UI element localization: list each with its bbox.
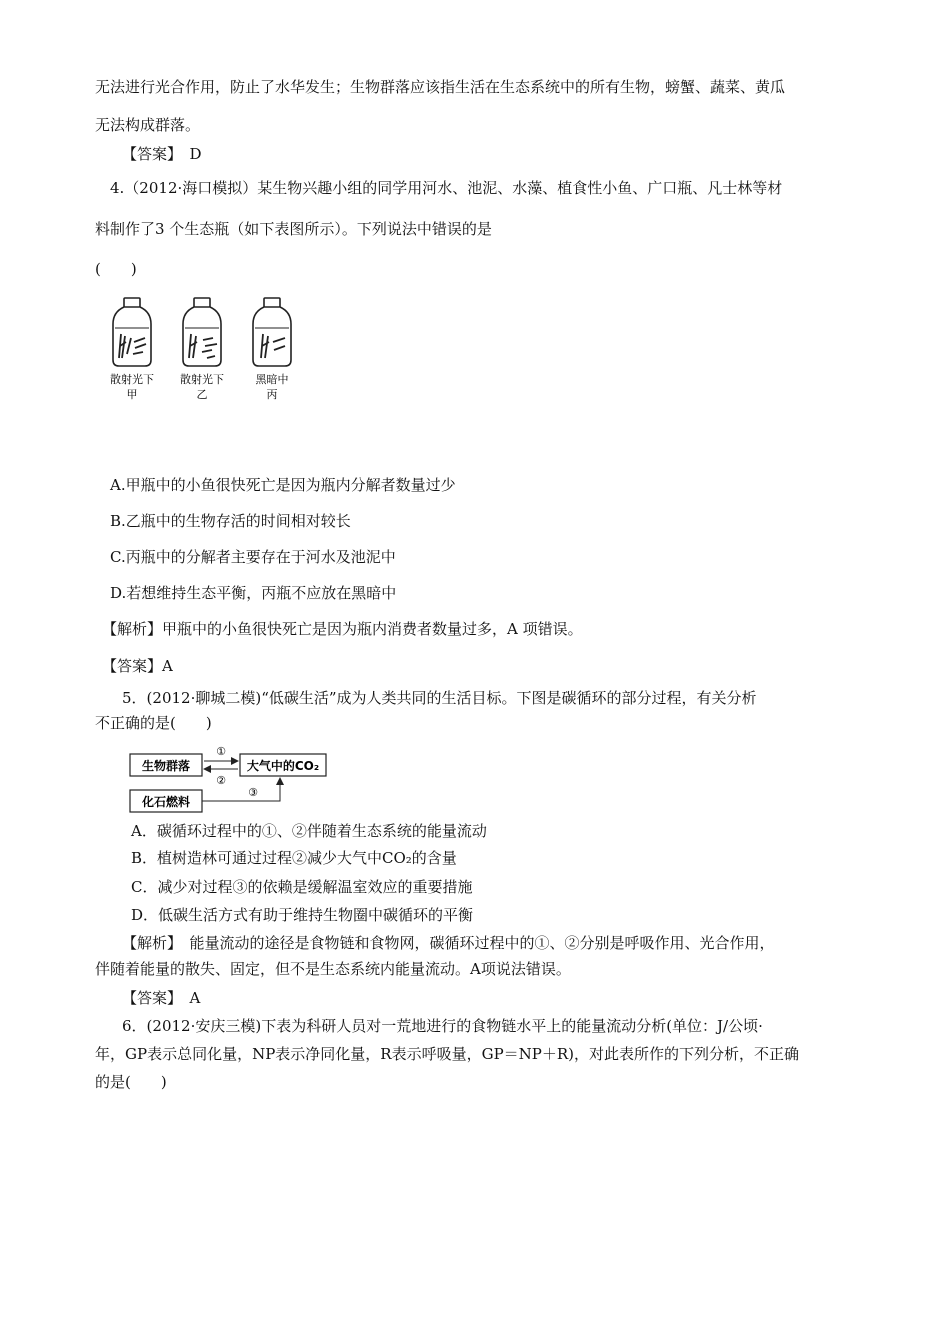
q4-stem-line1: 4.（2012·海口模拟）某生物兴趣小组的同学用河水、池泥、水藻、植食性小鱼、广口瓶、凡士林等材 xyxy=(110,179,783,197)
q3-answer: 【答案】 D xyxy=(122,145,202,163)
box-community-label: 生物群落 xyxy=(141,759,191,773)
q5-option-d: D．低碳生活方式有助于维持生物圈中碳循环的平衡 xyxy=(131,906,474,924)
box-fuel-label: 化石燃料 xyxy=(141,795,191,809)
q4-option-a: A.甲瓶中的小鱼很快死亡是因为瓶内分解者数量过少 xyxy=(110,476,456,494)
q5-answer: 【答案】 A xyxy=(122,989,201,1007)
box-co2-label: 大气中的CO₂ xyxy=(246,759,320,773)
q4-analysis: 【解析】甲瓶中的小鱼很快死亡是因为瓶内消费者数量过多，A 项错误。 xyxy=(102,620,583,638)
carbon-cycle-figure xyxy=(128,742,338,814)
q6-stem-line1: 6．(2012·安庆三模)下表为科研人员对一荒地进行的食物链水平上的能量流动分析(单位：J/公顷· xyxy=(122,1017,763,1035)
q5-option-a: A．碳循环过程中的①、②伴随着生态系统的能量流动 xyxy=(131,822,487,840)
jar-bing xyxy=(253,298,291,366)
q3-line1: 无法进行光合作用，防止了水华发生；生物群落应该指生活在生态系统中的所有生物，螃蟹、蔬菜、黄瓜 xyxy=(95,78,786,96)
arrow-2-label: ② xyxy=(216,774,226,787)
q5-stem-line2: 不正确的是( ) xyxy=(95,714,212,732)
jar-yi-name: 乙 xyxy=(196,388,208,401)
jar-jia-cond: 散射光下 xyxy=(110,373,154,386)
eco-bottles-figure xyxy=(105,292,305,404)
q4-option-b: B.乙瓶中的生物存活的时间相对较长 xyxy=(110,512,351,530)
arrow-3 xyxy=(202,778,280,801)
jar-jia xyxy=(113,298,151,366)
jar-bing-name: 丙 xyxy=(266,388,278,401)
q5-option-b: B．植树造林可通过过程②减少大气中CO₂的含量 xyxy=(131,849,457,867)
jar-yi-cond: 散射光下 xyxy=(180,373,224,386)
q5-analysis-line2: 伴随着能量的散失、固定，但不是生态系统内能量流动。A项说法错误。 xyxy=(95,960,571,978)
q4-option-d: D.若想维持生态平衡，丙瓶不应放在黑暗中 xyxy=(110,584,397,602)
arrow-3-label: ③ xyxy=(248,786,258,799)
arrow-1-label: ① xyxy=(216,745,226,758)
q6-stem-line3: 的是( ) xyxy=(95,1073,167,1091)
q6-stem-line2: 年，GP表示总同化量，NP表示净同化量，R表示呼吸量，GP＝NP＋R)，对此表所作的下列分析，不正确 xyxy=(95,1045,800,1063)
q4-paren: ( ) xyxy=(95,260,137,278)
q4-option-c: C.丙瓶中的分解者主要存在于河水及池泥中 xyxy=(110,548,396,566)
jar-yi xyxy=(183,298,221,366)
jar-bing-cond: 黑暗中 xyxy=(255,373,289,386)
q5-stem-line1: 5．(2012·聊城二模)“低碳生活”成为人类共同的生活目标。下图是碳循环的部分过程，有关分析 xyxy=(122,689,757,707)
q5-option-c: C．减少对过程③的依赖是缓解温室效应的重要措施 xyxy=(131,878,473,896)
q5-analysis-line1: 【解析】 能量流动的途径是食物链和食物网，碳循环过程中的①、②分别是呼吸作用、光合作用， xyxy=(122,934,775,952)
jar-jia-name: 甲 xyxy=(126,388,138,401)
q4-answer: 【答案】A xyxy=(102,657,173,675)
q3-line2: 无法构成群落。 xyxy=(95,116,201,134)
q4-stem-line2: 料制作了3 个生态瓶（如下表图所示）。下列说法中错误的是 xyxy=(95,220,492,238)
